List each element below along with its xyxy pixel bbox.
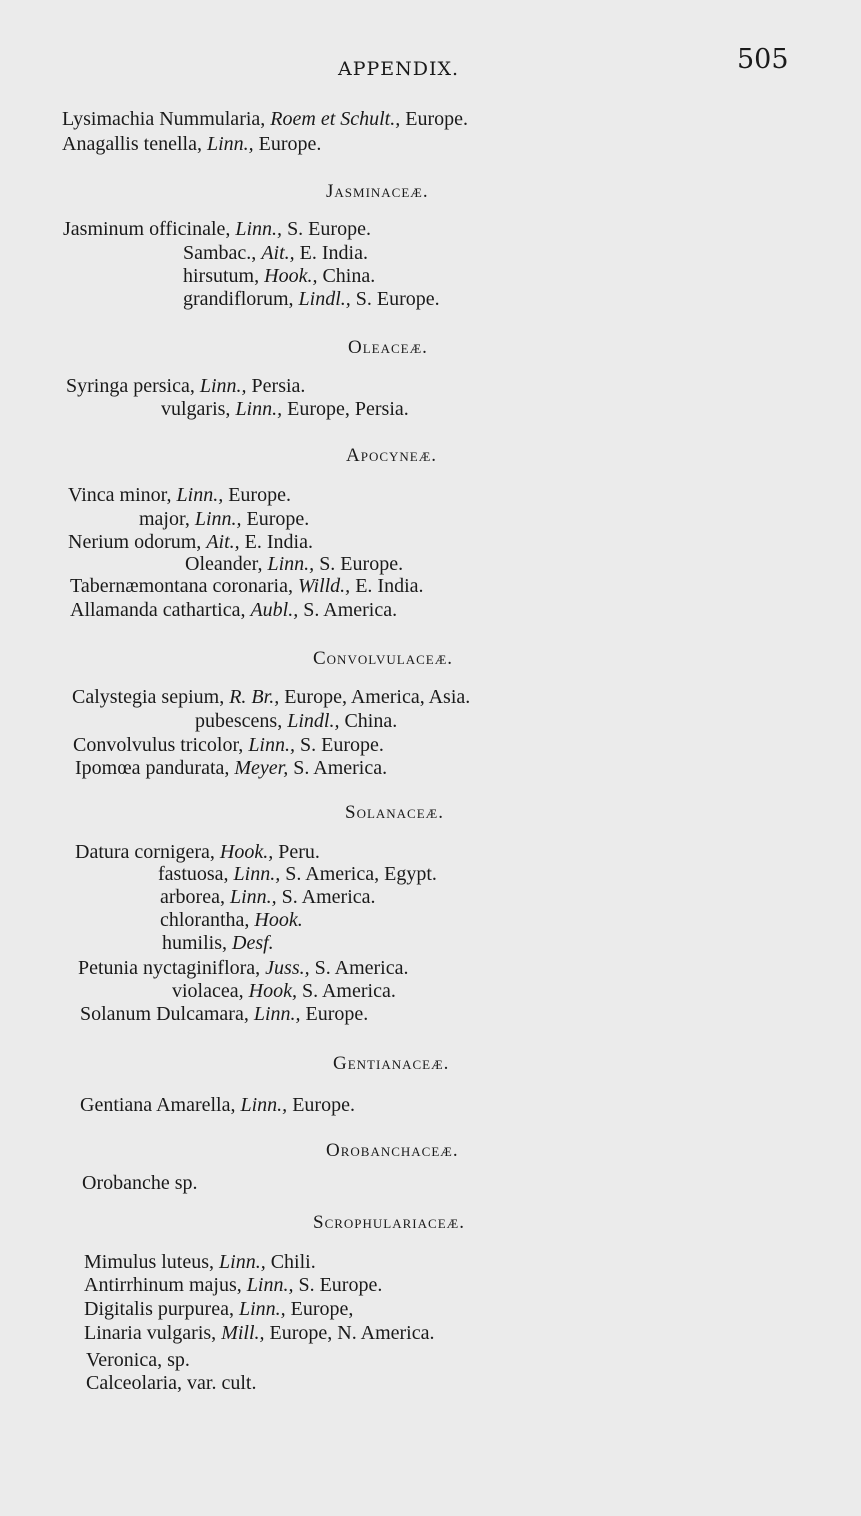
species-line: Allamanda cathartica, Aubl., S. America.: [70, 599, 398, 621]
species-line: arborea, Linn., S. America.: [160, 886, 376, 908]
species-line: Vinca minor, Linn., Europe.: [68, 484, 291, 506]
species-line: Anagallis tenella, Linn., Europe.: [62, 133, 322, 155]
family-heading: Jasminaceæ.: [326, 181, 429, 202]
species-line: Sambac., Ait., E. India.: [183, 242, 368, 264]
species-line: fastuosa, Linn., S. America, Egypt.: [158, 863, 437, 885]
family-heading: Convolvulaceæ.: [313, 648, 453, 669]
species-line: hirsutum, Hook., China.: [183, 265, 376, 287]
species-line: Gentiana Amarella, Linn., Europe.: [80, 1094, 355, 1116]
species-line: vulgaris, Linn., Europe, Persia.: [161, 398, 409, 420]
species-line: Lysimachia Nummularia, Roem et Schult., Europe.: [62, 108, 469, 130]
species-line: chlorantha, Hook.: [160, 909, 303, 931]
species-line: Linaria vulgaris, Mill., Europe, N. America.: [84, 1322, 435, 1344]
species-line: major, Linn., Europe.: [139, 508, 310, 530]
species-line: Orobanche sp.: [82, 1172, 198, 1194]
running-head: APPENDIX.: [338, 58, 460, 80]
family-heading: Gentianaceæ.: [333, 1053, 450, 1074]
species-line: grandiflorum, Lindl., S. Europe.: [183, 288, 440, 310]
species-line: Syringa persica, Linn., Persia.: [66, 375, 306, 397]
species-line: Petunia nyctaginiflora, Juss., S. America.: [78, 957, 409, 979]
family-heading: Scrophulariaceæ.: [313, 1212, 465, 1233]
species-line: Ipomœa pandurata, Meyer, S. America.: [75, 757, 388, 779]
species-line: Jasminum officinale, Linn., S. Europe.: [63, 218, 371, 240]
species-line: humilis, Desf.: [162, 932, 274, 954]
species-line: Calystegia sepium, R. Br., Europe, America, Asia.: [72, 686, 471, 708]
species-line: Veronica, sp.: [86, 1349, 190, 1371]
species-line: pubescens, Lindl., China.: [195, 710, 398, 732]
species-line: Nerium odorum, Ait., E. India.: [68, 531, 313, 553]
species-line: Calceolaria, var. cult.: [86, 1372, 257, 1394]
family-heading: Oleaceæ.: [348, 337, 428, 358]
family-heading: Orobanchaceæ.: [326, 1140, 459, 1161]
species-line: Tabernæmontana coronaria, Willd., E. India.: [70, 575, 424, 597]
species-line: Digitalis purpurea, Linn., Europe,: [84, 1298, 354, 1320]
species-line: Oleander, Linn., S. Europe.: [185, 553, 404, 575]
page-number: 505: [737, 44, 789, 75]
species-line: Convolvulus tricolor, Linn., S. Europe.: [73, 734, 384, 756]
species-line: Solanum Dulcamara, Linn., Europe.: [80, 1003, 369, 1025]
species-line: Mimulus luteus, Linn., Chili.: [84, 1251, 316, 1273]
species-line: Antirrhinum majus, Linn., S. Europe.: [84, 1274, 383, 1296]
family-heading: Solanaceæ.: [345, 802, 444, 823]
family-heading: Apocyneæ.: [346, 445, 438, 466]
species-line: Datura cornigera, Hook., Peru.: [75, 841, 320, 863]
species-line: violacea, Hook, S. America.: [172, 980, 396, 1002]
